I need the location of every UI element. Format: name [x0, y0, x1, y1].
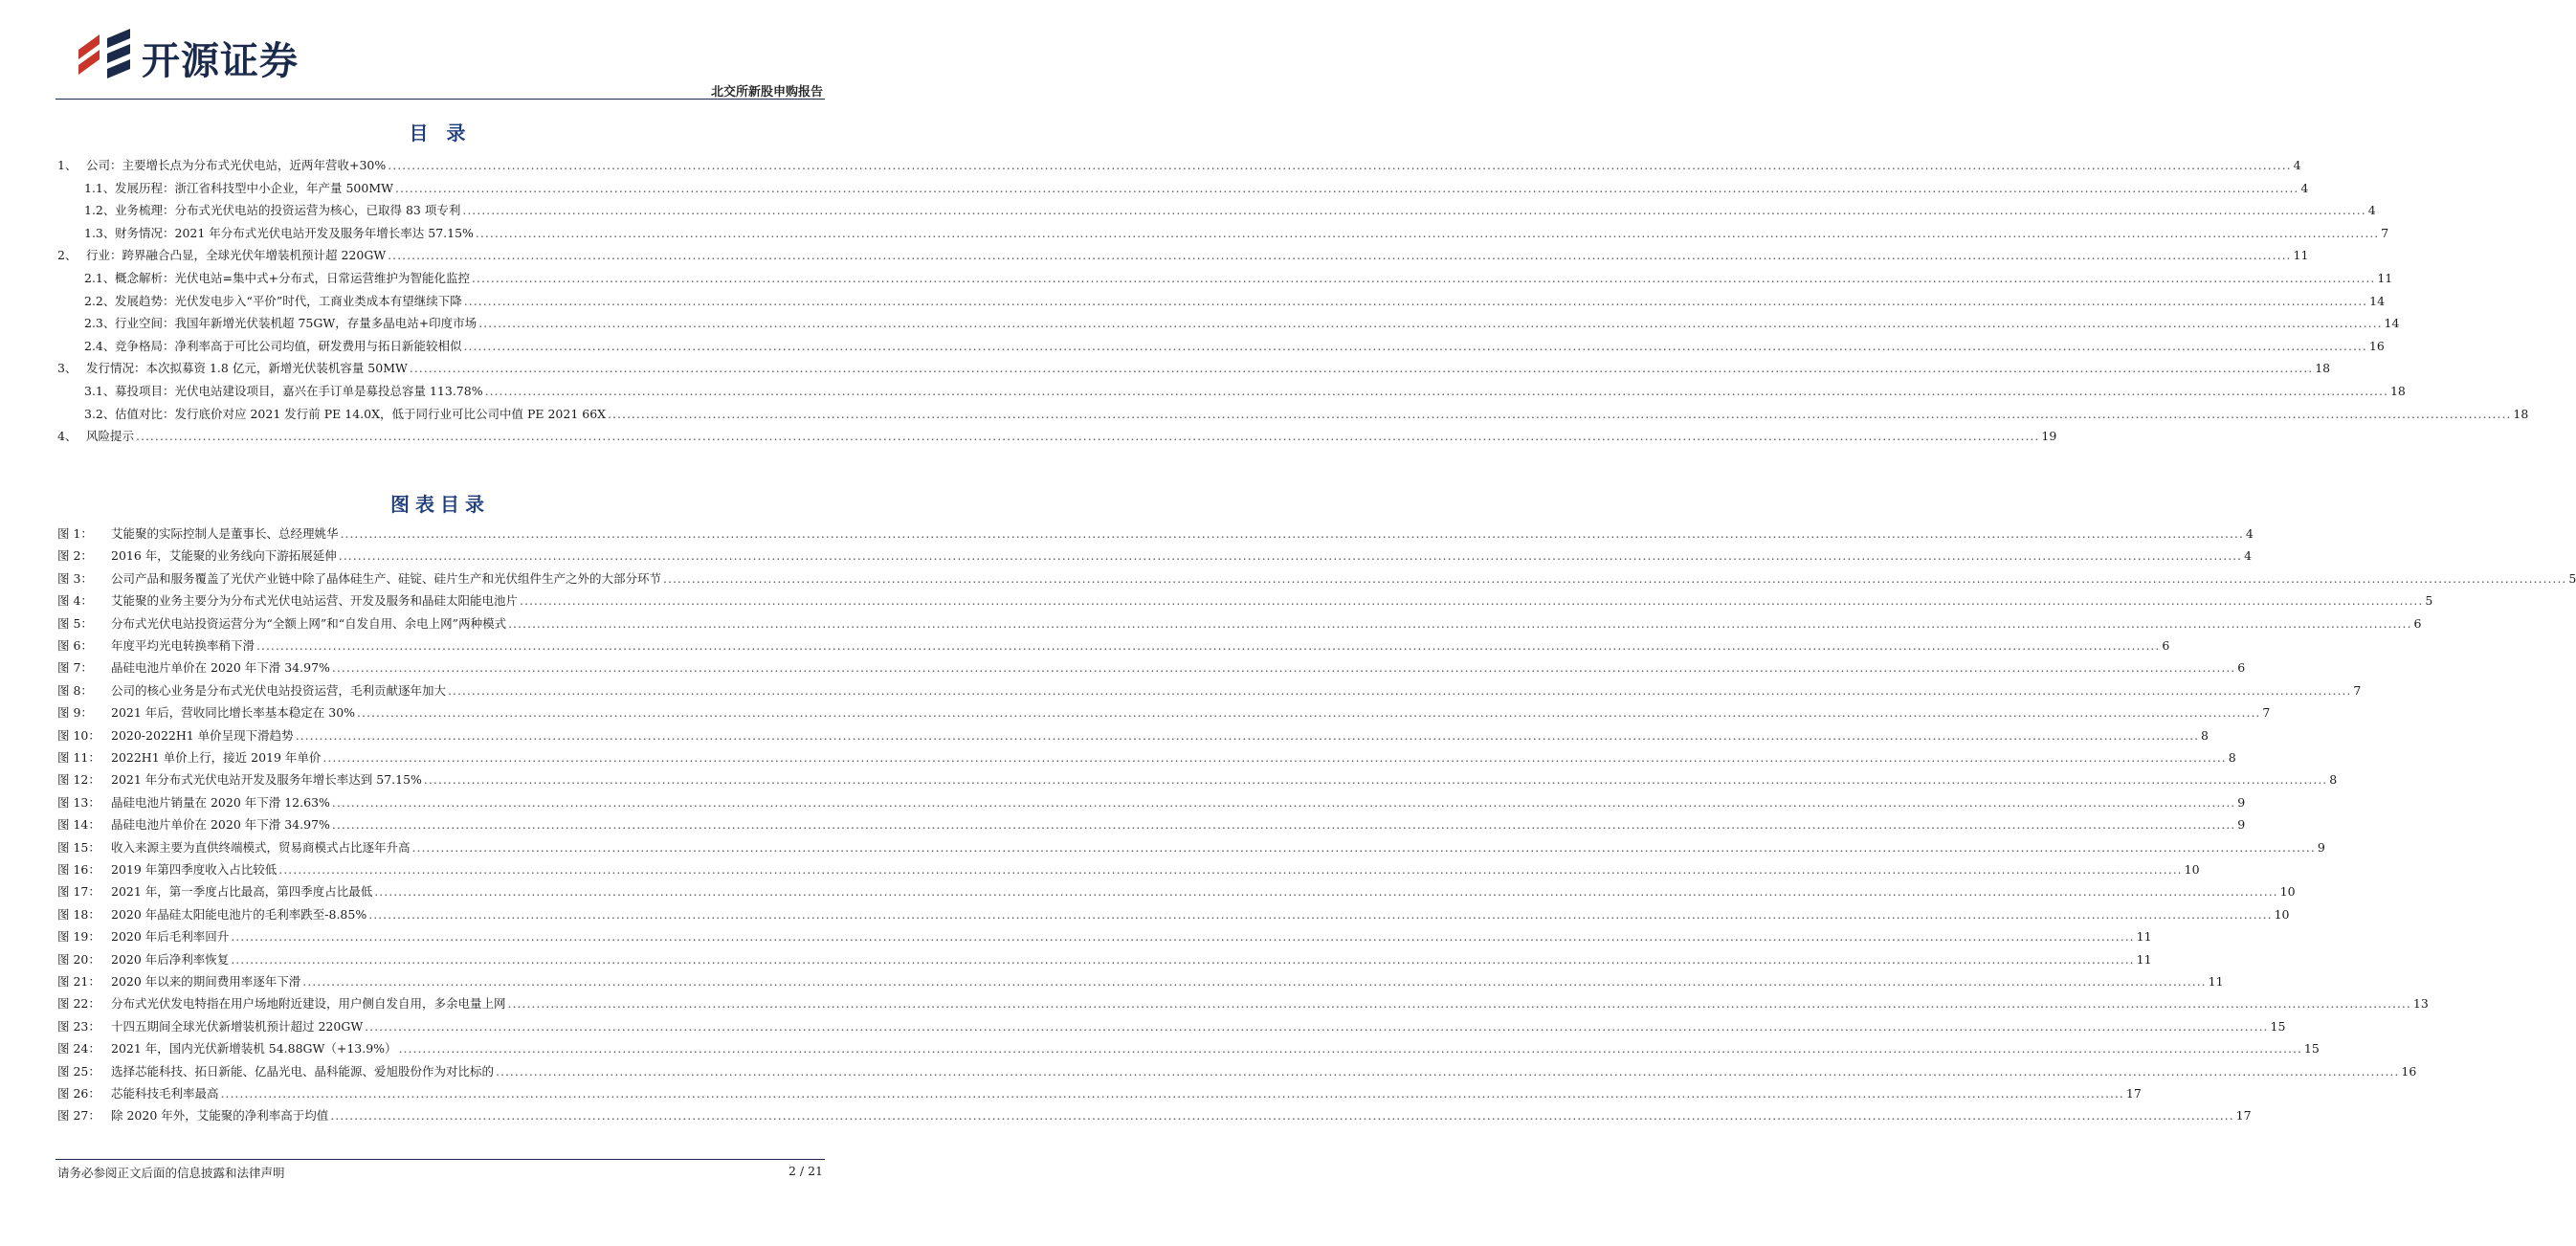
dot-leader: ................................................................................................................................................................................................................................................................................................................................................................................................................: [448, 682, 2352, 698]
entry-title: 2019 年第四季度收入占比较低: [111, 862, 278, 877]
toc-entry[interactable]: [57, 427, 2057, 446]
entry-number: 图 10：: [57, 727, 100, 743]
brand-name: 开源证券: [142, 39, 299, 83]
entry-page-number: 4: [2367, 203, 2376, 218]
entry-page-number: 11: [2293, 248, 2309, 263]
entry-title: 晶硅电池片单价在 2020 年下滑 34.97%: [111, 817, 330, 833]
dot-leader: ................................................................................................................................................................................................................................................................................................................................................................................................................: [331, 660, 2236, 676]
dot-leader: ................................................................................................................................................................................................................................................................................................................................................................................................................: [409, 361, 2314, 376]
entry-page-number: 18: [2389, 384, 2406, 398]
entry-title: 收入来源主要为直供终端模式，贸易商模式占比逐年升高: [111, 839, 411, 855]
dot-leader: ................................................................................................................................................................................................................................................................................................................................................................................................................: [484, 384, 2388, 398]
entry-page-number: 14: [2369, 293, 2386, 308]
entry-title: 公司：主要增长点为分布式光伏电站，近两年营收+30%: [86, 158, 387, 172]
figure-entry[interactable]: [57, 882, 2296, 901]
entry-number: 图 21：: [57, 974, 100, 989]
entry-title: 行业空间：我国年新增光伏装机超 75GW，存量多晶电站+印度市场: [115, 316, 477, 331]
entry-page-number: 6: [2413, 615, 2422, 631]
entry-number: 2.2、: [84, 293, 116, 308]
entry-number: 2.3、: [84, 316, 116, 331]
entry-number: 3.2、: [84, 406, 116, 421]
dot-leader: ................................................................................................................................................................................................................................................................................................................................................................................................................: [331, 794, 2236, 810]
dot-leader: ................................................................................................................................................................................................................................................................................................................................................................................................................: [295, 727, 2200, 743]
toc-entry[interactable]: [84, 269, 2393, 288]
entry-page-number: 5: [2425, 593, 2433, 609]
dot-leader: ................................................................................................................................................................................................................................................................................................................................................................................................................: [471, 271, 2376, 285]
entry-page-number: 8: [2228, 750, 2236, 765]
entry-page-number: 16: [2401, 1063, 2417, 1079]
entry-number: 图 17：: [57, 884, 100, 900]
entry-number: 2.1、: [84, 271, 116, 285]
entry-number: 图 4：: [57, 593, 93, 609]
entry-title: 2021 年后，营收同比增长率基本稳定在 30%: [111, 705, 356, 721]
entry-page-number: 18: [2513, 406, 2529, 421]
entry-page-number: 10: [2274, 906, 2290, 922]
entry-title: 业务梳理：分布式光伏电站的投资运营为核心，已取得 83 项专利: [115, 203, 461, 218]
page-header: [0, 0, 880, 100]
entry-number: 图 19：: [57, 929, 100, 945]
toc-entry[interactable]: [84, 179, 2309, 198]
entry-number: 图 23：: [57, 1018, 100, 1034]
toc-entry[interactable]: [57, 246, 2309, 265]
entry-title: 2020-2022H1 单价呈现下滑趋势: [111, 727, 294, 743]
dot-leader: ................................................................................................................................................................................................................................................................................................................................................................................................................: [388, 158, 2292, 172]
figure-entry[interactable]: [57, 1084, 2142, 1103]
entry-title: 财务情况：2021 年分布式光伏电站开发及服务年增长率达 57.15%: [115, 225, 474, 240]
figure-entry[interactable]: [57, 905, 2290, 924]
dot-leader: ................................................................................................................................................................................................................................................................................................................................................................................................................: [411, 839, 2316, 855]
brand-logo: [75, 29, 362, 82]
toc-entry[interactable]: [84, 224, 2389, 243]
dot-leader: ................................................................................................................................................................................................................................................................................................................................................................................................................: [331, 817, 2236, 833]
entry-number: 2、: [57, 248, 78, 263]
dot-leader: ................................................................................................................................................................................................................................................................................................................................................................................................................: [322, 750, 2227, 765]
figure-entry[interactable]: [57, 1017, 2286, 1036]
dot-leader: ................................................................................................................................................................................................................................................................................................................................................................................................................: [520, 593, 2424, 609]
entry-page-number: 8: [2329, 772, 2338, 788]
entry-title: 除 2020 年外，艾能聚的净利率高于均值: [111, 1108, 329, 1124]
entry-title: 风险提示: [86, 429, 135, 444]
figure-entry[interactable]: [57, 793, 2246, 812]
toc-entry[interactable]: [84, 382, 2406, 401]
entry-title: 发展历程：浙江省科技型中小企业，年产量 500MW: [115, 180, 393, 195]
entry-number: 2.4、: [84, 338, 116, 353]
entry-number: 图 1：: [57, 526, 93, 541]
entry-title: 竞争格局：净利率高于可比公司均值，研发费用与拓日新能较相似: [115, 338, 462, 353]
figure-entry[interactable]: [57, 860, 2200, 879]
dot-leader: ................................................................................................................................................................................................................................................................................................................................................................................................................: [388, 248, 2292, 263]
entry-number: 图 6：: [57, 638, 93, 653]
dot-leader: ................................................................................................................................................................................................................................................................................................................................................................................................................: [508, 615, 2412, 631]
entry-title: 年度平均光电转换率稍下滑: [111, 638, 255, 653]
entry-title: 2020 年后净利率恢复: [111, 951, 230, 967]
entry-number: 图 5：: [57, 615, 93, 631]
dot-leader: ................................................................................................................................................................................................................................................................................................................................................................................................................: [368, 906, 2273, 922]
entry-page-number: 13: [2412, 996, 2429, 1012]
figure-entry[interactable]: [57, 524, 2254, 544]
footer-disclaimer: 请务必参阅正文后面的信息披露和法律声明: [57, 1166, 285, 1180]
figure-entry[interactable]: [57, 569, 2576, 589]
entry-title: 2020 年以来的期间费用率逐年下滑: [111, 974, 301, 989]
figure-entry[interactable]: [57, 636, 2170, 656]
entry-number: 图 18：: [57, 906, 100, 922]
figure-entry[interactable]: [57, 703, 2271, 723]
dot-leader: ................................................................................................................................................................................................................................................................................................................................................................................................................: [365, 1018, 2269, 1034]
entry-title: 十四五期间全球光伏新增装机预计超过 220GW: [111, 1018, 364, 1034]
figure-entry[interactable]: [57, 927, 2152, 946]
toc-entry[interactable]: [57, 156, 2301, 175]
figure-entry[interactable]: [57, 950, 2152, 969]
entry-title: 分布式光伏发电特指在用户场地附近建设，用户侧自发自用，多余电量上网: [111, 996, 506, 1012]
entry-number: 图 26：: [57, 1086, 100, 1101]
entry-page-number: 4: [2245, 526, 2254, 541]
dot-leader: ................................................................................................................................................................................................................................................................................................................................................................................................................: [338, 548, 2243, 564]
entry-page-number: 6: [2162, 638, 2170, 653]
figure-entry[interactable]: [57, 1062, 2417, 1081]
dot-leader: ................................................................................................................................................................................................................................................................................................................................................................................................................: [475, 225, 2380, 240]
dot-leader: ................................................................................................................................................................................................................................................................................................................................................................................................................: [357, 705, 2261, 721]
figure-entry[interactable]: [57, 1039, 2320, 1058]
entry-page-number: 10: [2184, 862, 2200, 877]
entry-title: 艾能聚的实际控制人是董事长、总经理姚华: [111, 526, 339, 541]
entry-number: 图 27：: [57, 1108, 100, 1124]
brand-logo-icon: [75, 29, 134, 78]
entry-page-number: 11: [2136, 951, 2152, 967]
figure-entry[interactable]: [57, 994, 2429, 1013]
figure-entry[interactable]: [57, 681, 2362, 701]
entry-number: 图 16：: [57, 862, 100, 877]
entry-number: 4、: [57, 429, 78, 444]
toc-entry[interactable]: [57, 359, 2331, 378]
dot-leader: ................................................................................................................................................................................................................................................................................................................................................................................................................: [256, 638, 2161, 653]
entry-title: 2020 年晶硅太阳能电池片的毛利率跌至-8.85%: [111, 906, 367, 922]
entry-number: 图 12：: [57, 772, 100, 788]
dot-leader: ................................................................................................................................................................................................................................................................................................................................................................................................................: [278, 862, 2183, 877]
dot-leader: ................................................................................................................................................................................................................................................................................................................................................................................................................: [394, 180, 2299, 195]
entry-number: 1、: [57, 158, 78, 172]
dot-leader: ................................................................................................................................................................................................................................................................................................................................................................................................................: [608, 406, 2512, 421]
entry-number: 图 2：: [57, 548, 93, 564]
entry-title: 公司的核心业务是分布式光伏电站投资运营，毛利贡献逐年加大: [111, 682, 447, 698]
dot-leader: ................................................................................................................................................................................................................................................................................................................................................................................................................: [423, 772, 2328, 788]
toc-title: 目 录: [409, 122, 472, 145]
header-divider: [56, 99, 825, 100]
entry-title: 晶硅电池片单价在 2020 年下滑 34.97%: [111, 660, 330, 676]
entry-page-number: 10: [2279, 884, 2296, 900]
entry-page-number: 19: [2041, 429, 2057, 444]
toc-entry[interactable]: [84, 292, 2386, 311]
entry-title: 2021 年分布式光伏电站开发及服务年增长率达到 57.15%: [111, 772, 422, 788]
entry-title: 艾能聚的业务主要分为分布式光伏电站运营、开发及服务和晶硅太阳能电池片: [111, 593, 519, 609]
entry-number: 3.1、: [84, 384, 116, 398]
entry-page-number: 11: [2136, 929, 2152, 945]
entry-title: 概念解析：光伏电站=集中式+分布式，日常运营维护为智能化监控: [115, 271, 470, 285]
dot-leader: ................................................................................................................................................................................................................................................................................................................................................................................................................: [507, 996, 2411, 1012]
entry-title: 募投项目：光伏电站建设项目，嘉兴在手订单是募投总容量 113.78%: [115, 384, 483, 398]
report-type: 北交所新股申购报告: [710, 85, 823, 100]
entry-title: 芯能科技毛利率最高: [111, 1086, 219, 1101]
entry-title: 2020 年后毛利率回升: [111, 929, 230, 945]
entry-number: 图 8：: [57, 682, 93, 698]
entry-page-number: 14: [2384, 316, 2400, 331]
entry-number: 图 25：: [57, 1063, 100, 1079]
entry-page-number: 7: [2381, 225, 2389, 240]
entry-page-number: 15: [2270, 1018, 2286, 1034]
entry-number: 1.3、: [84, 225, 116, 240]
entry-number: 图 20：: [57, 951, 100, 967]
page-number: 2 / 21: [788, 1164, 823, 1178]
footer-divider: [56, 1159, 825, 1160]
dot-leader: ................................................................................................................................................................................................................................................................................................................................................................................................................: [663, 570, 2567, 586]
entry-number: 图 22：: [57, 996, 100, 1012]
entry-page-number: 8: [2201, 727, 2209, 743]
entry-number: 图 3：: [57, 570, 93, 586]
entry-title: 晶硅电池片销量在 2020 年下滑 12.63%: [111, 794, 330, 810]
entry-page-number: 4: [2300, 180, 2309, 195]
dot-leader: ................................................................................................................................................................................................................................................................................................................................................................................................................: [136, 429, 2040, 444]
entry-title: 估值对比：发行底价对应 2021 发行前 PE 14.0X，低于同行业可比公司中值 PE 2021 66X: [115, 406, 607, 421]
dot-leader: ................................................................................................................................................................................................................................................................................................................................................................................................................: [330, 1108, 2234, 1124]
entry-page-number: 4: [2293, 158, 2301, 172]
entry-page-number: 17: [2235, 1108, 2252, 1124]
dot-leader: ................................................................................................................................................................................................................................................................................................................................................................................................................: [462, 203, 2366, 218]
figure-entry[interactable]: [57, 726, 2209, 745]
entry-number: 图 24：: [57, 1041, 100, 1057]
dot-leader: ................................................................................................................................................................................................................................................................................................................................................................................................................: [496, 1063, 2400, 1079]
dot-leader: ................................................................................................................................................................................................................................................................................................................................................................................................................: [478, 316, 2383, 331]
entry-page-number: 7: [2353, 682, 2362, 698]
figure-list-title: 图表目录: [390, 493, 490, 516]
figure-entry[interactable]: [57, 748, 2236, 768]
dot-leader: ................................................................................................................................................................................................................................................................................................................................................................................................................: [302, 974, 2207, 989]
entry-number: 1.1、: [84, 180, 116, 195]
entry-page-number: 9: [2237, 794, 2246, 810]
entry-number: 图 14：: [57, 817, 100, 833]
entry-number: 图 9：: [57, 705, 93, 721]
entry-title: 2022H1 单价上行，接近 2019 年单价: [111, 750, 322, 765]
entry-page-number: 11: [2377, 271, 2393, 285]
entry-page-number: 9: [2317, 839, 2325, 855]
entry-title: 发行情况：本次拟募资 1.8 亿元，新增光伏装机容量 50MW: [86, 361, 408, 376]
dot-leader: ................................................................................................................................................................................................................................................................................................................................................................................................................: [231, 929, 2135, 945]
entry-page-number: 16: [2368, 338, 2385, 353]
entry-title: 2021 年，第一季度占比最高，第四季度占比最低: [111, 884, 373, 900]
entry-page-number: 15: [2303, 1041, 2320, 1057]
entry-title: 发展趋势：光伏发电步入“平价”时代，工商业类成本有望继续下降: [115, 293, 462, 308]
figure-entry[interactable]: [57, 815, 2246, 834]
entry-number: 3、: [57, 361, 78, 376]
toc-entry[interactable]: [84, 201, 2376, 220]
entry-number: 图 7：: [57, 660, 93, 676]
entry-title: 选择芯能科技、拓日新能、亿晶光电、晶科能源、爱旭股份作为对比标的: [111, 1063, 495, 1079]
entry-title: 公司产品和服务覆盖了光伏产业链中除了晶体硅生产、硅锭、硅片生产和光伏组件生产之外的大部分环节: [111, 570, 662, 586]
entry-page-number: 9: [2237, 817, 2246, 833]
entry-page-number: 7: [2262, 705, 2271, 721]
entry-page-number: 5: [2568, 570, 2576, 586]
entry-title: 2021 年，国内光伏新增装机 54.88GW（+13.9%）: [111, 1041, 397, 1057]
entry-title: 行业：跨界融合凸显，全球光伏年增装机预计超 220GW: [86, 248, 387, 263]
dot-leader: ................................................................................................................................................................................................................................................................................................................................................................................................................: [398, 1041, 2302, 1057]
figure-entry[interactable]: [57, 546, 2253, 566]
figure-entry[interactable]: [57, 591, 2433, 611]
dot-leader: ................................................................................................................................................................................................................................................................................................................................................................................................................: [220, 1086, 2124, 1101]
entry-number: 图 11：: [57, 750, 100, 765]
dot-leader: ................................................................................................................................................................................................................................................................................................................................................................................................................: [340, 526, 2244, 541]
figure-entry[interactable]: [57, 614, 2422, 634]
figure-entry[interactable]: [57, 658, 2246, 678]
toc-entry[interactable]: [84, 314, 2400, 333]
toc-entry[interactable]: [84, 405, 2529, 424]
figure-entry[interactable]: [57, 1106, 2252, 1125]
entry-page-number: 6: [2237, 660, 2246, 676]
entry-page-number: 18: [2315, 361, 2331, 376]
entry-number: 图 13：: [57, 794, 100, 810]
dot-leader: ................................................................................................................................................................................................................................................................................................................................................................................................................: [463, 293, 2368, 308]
entry-page-number: 11: [2208, 974, 2224, 989]
entry-title: 分布式光伏电站投资运营分为“全额上网”和“自发自用、余电上网”两种模式: [111, 615, 507, 631]
entry-page-number: 4: [2244, 548, 2253, 564]
dot-leader: ................................................................................................................................................................................................................................................................................................................................................................................................................: [374, 884, 2278, 900]
figure-entry[interactable]: [57, 770, 2338, 790]
toc-entry[interactable]: [84, 337, 2385, 356]
entry-page-number: 17: [2125, 1086, 2142, 1101]
dot-leader: ................................................................................................................................................................................................................................................................................................................................................................................................................: [463, 338, 2367, 353]
entry-number: 图 15：: [57, 839, 100, 855]
dot-leader: ................................................................................................................................................................................................................................................................................................................................................................................................................: [231, 951, 2135, 967]
figure-entry[interactable]: [57, 972, 2224, 991]
figure-entry[interactable]: [57, 838, 2325, 857]
entry-title: 2016 年，艾能聚的业务线向下游拓展延伸: [111, 548, 337, 564]
entry-number: 1.2、: [84, 203, 116, 218]
